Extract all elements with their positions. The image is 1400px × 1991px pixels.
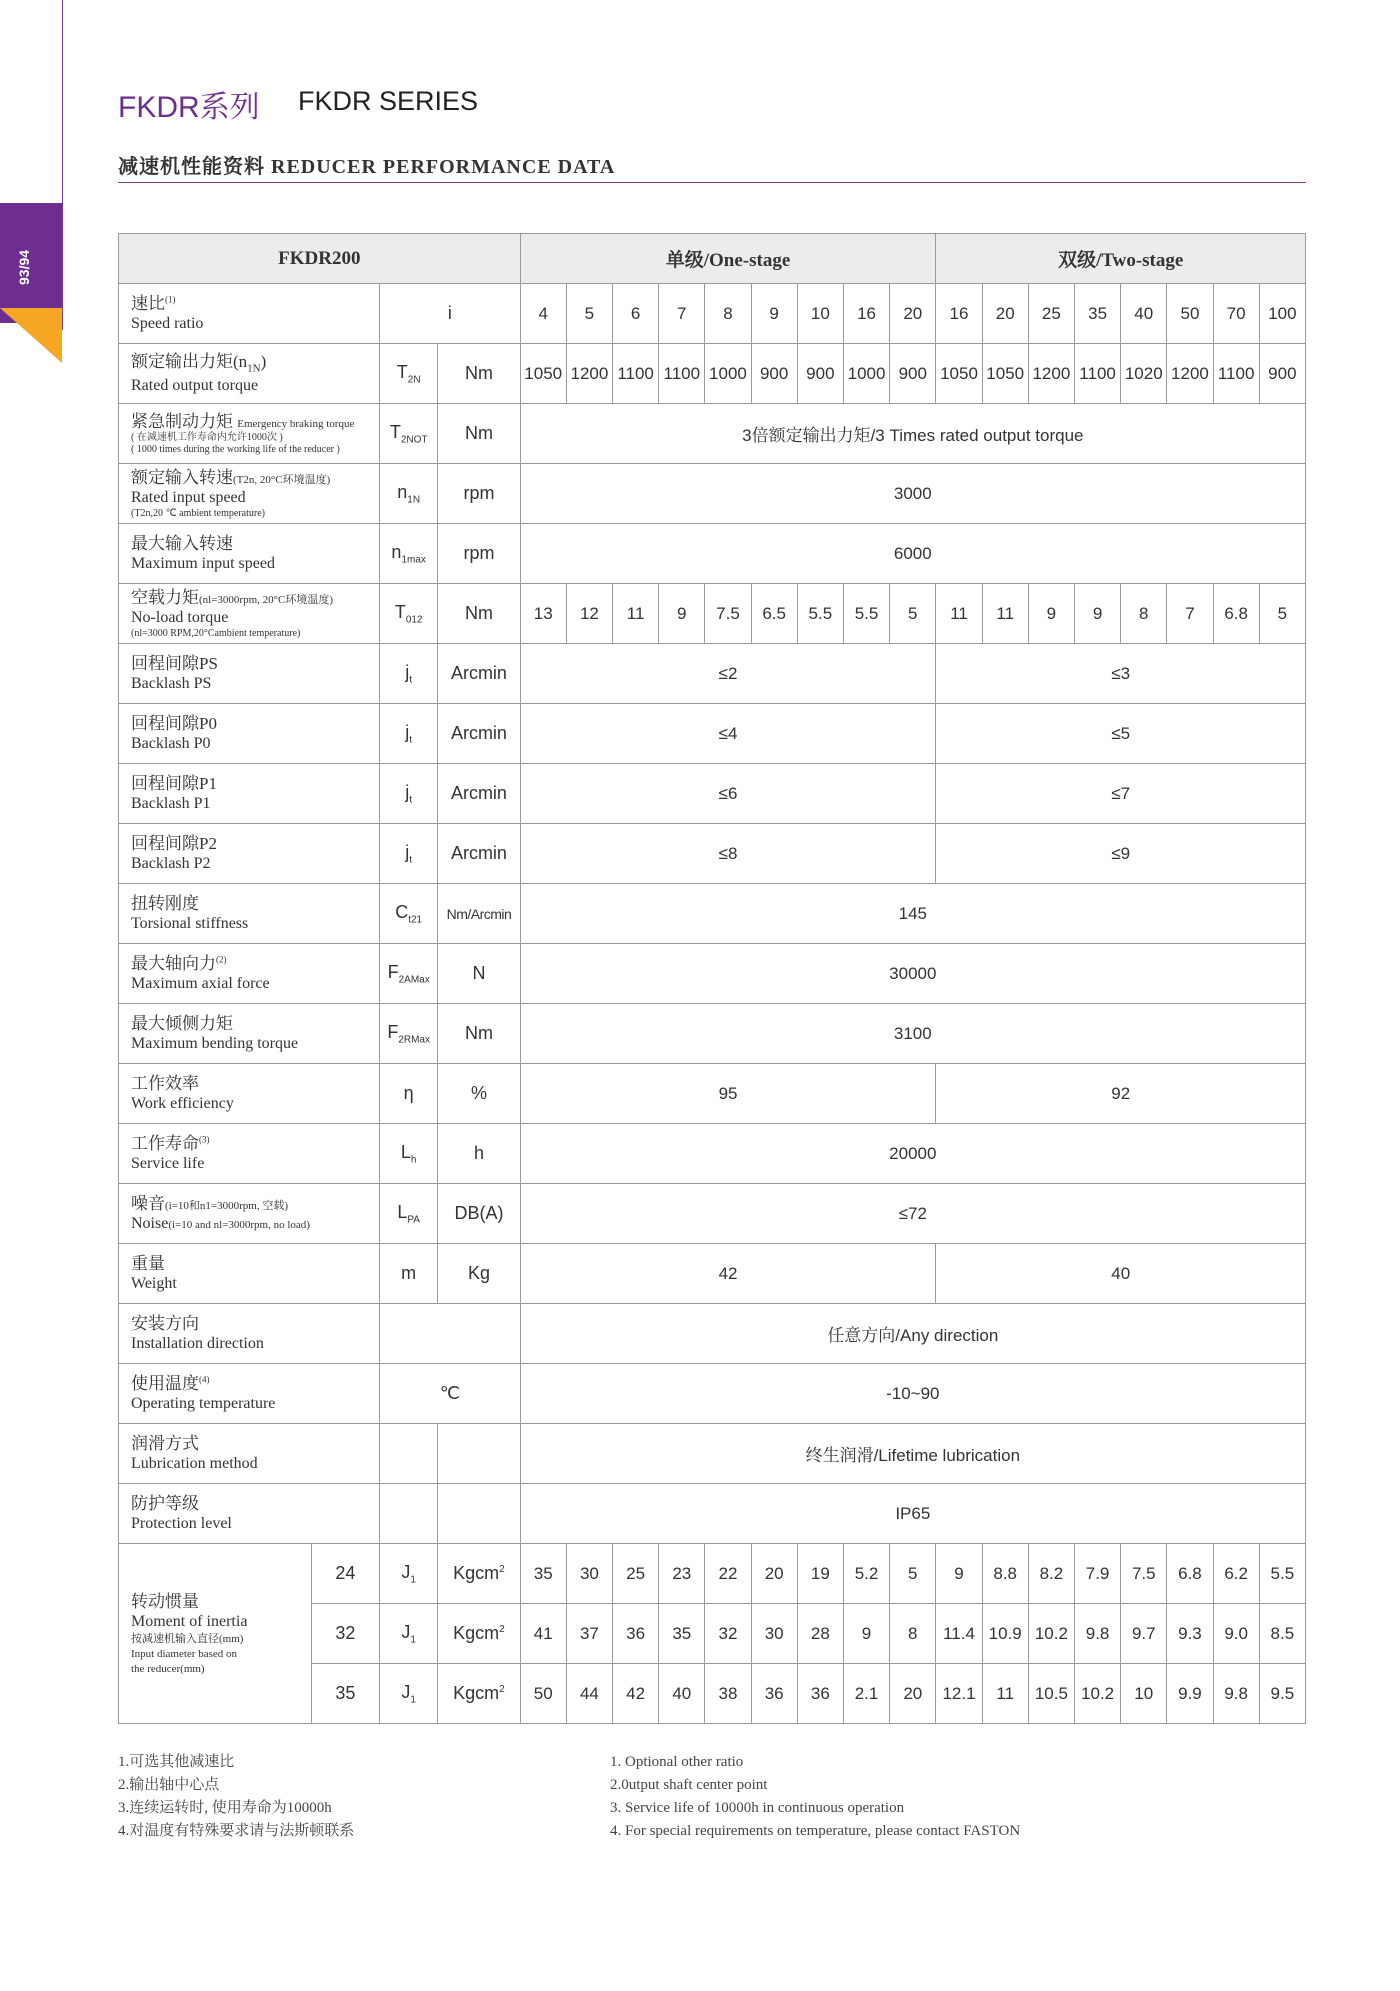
value-cell: 7.9	[1074, 1544, 1120, 1604]
symbol: $T_{2NOT}$	[380, 404, 438, 464]
empty-cell	[380, 1484, 438, 1544]
value-cell: 7	[1167, 584, 1213, 644]
value-cell: 6.8	[1167, 1544, 1213, 1604]
value-cell: 20	[890, 284, 936, 344]
value-cell: 36	[797, 1664, 843, 1724]
footnote: 2.0utput shaft center point	[610, 1777, 768, 1793]
value-cell: 1100	[659, 344, 705, 404]
series-title-en: FKDR SERIES	[298, 86, 479, 116]
row-label: 润滑方式 Lubrication method	[119, 1424, 380, 1484]
unit: Arcmin	[438, 704, 520, 764]
input-diameter: 32	[311, 1604, 379, 1664]
table-row	[119, 1424, 1306, 1484]
unit: N	[438, 944, 520, 1004]
span-value: 终生润滑/Lifetime lubrication	[520, 1424, 1305, 1484]
value-cell: 9	[751, 284, 797, 344]
value-cell: 5.5	[843, 584, 889, 644]
value-cell: 19	[797, 1544, 843, 1604]
table-row	[119, 344, 1306, 404]
empty-cell	[380, 1304, 521, 1364]
unit: DB(A)	[438, 1184, 520, 1244]
symbol: $j_t$	[380, 824, 438, 884]
series-title-cn: FKDR系列	[118, 91, 260, 124]
table-row	[119, 1124, 1306, 1184]
table-row	[119, 1364, 1306, 1424]
value-cell: 6.2	[1213, 1544, 1259, 1604]
table-row	[119, 1544, 1306, 1604]
symbol: $T_{2N}$	[380, 344, 438, 404]
empty-cell	[438, 1484, 520, 1544]
inertia-label: 转动惯量 Moment of inertia 按减速机输入直径(mm) Input diameter based on the reducer(mm)	[119, 1544, 312, 1724]
value-cell: 9.5	[1259, 1664, 1305, 1724]
value-cell: 5.5	[797, 584, 843, 644]
page-number: 93/94	[16, 249, 32, 285]
table-row	[119, 884, 1306, 944]
symbol: $n_{1N}$	[380, 464, 438, 524]
table-row	[119, 944, 1306, 1004]
value-cell: 6.5	[751, 584, 797, 644]
symbol: $C_{t21}$	[380, 884, 438, 944]
value-cell: 40	[659, 1664, 705, 1724]
value-cell: 50	[520, 1664, 566, 1724]
value-cell: 36	[751, 1664, 797, 1724]
two-stage-value: ≤3	[936, 644, 1306, 704]
symbol: i	[380, 284, 521, 344]
value-cell: 7	[659, 284, 705, 344]
value-cell: 20	[982, 284, 1028, 344]
value-cell: 5	[1259, 584, 1305, 644]
value-cell: 9.7	[1121, 1604, 1167, 1664]
table-row	[119, 824, 1306, 884]
performance-table	[118, 233, 1306, 1724]
value-cell: 1100	[613, 344, 659, 404]
row-label: 工作寿命$^{(3)}$ Service life	[119, 1124, 380, 1184]
value-cell: 9.8	[1213, 1664, 1259, 1724]
value-cell: 38	[705, 1664, 751, 1724]
value-cell: 900	[1259, 344, 1305, 404]
span-value: IP65	[520, 1484, 1305, 1544]
span-value: 3100	[520, 1004, 1305, 1064]
value-cell: 8.2	[1028, 1544, 1074, 1604]
value-cell: 25	[1028, 284, 1074, 344]
table-row	[119, 584, 1306, 644]
value-cell: 9.3	[1167, 1604, 1213, 1664]
one-stage-value: ≤2	[520, 644, 936, 704]
value-cell: 5.5	[1259, 1544, 1305, 1604]
footnote: 4. For special requirements on temperature, please contact FASTON	[610, 1823, 1021, 1839]
symbol: $L_{PA}$	[380, 1184, 438, 1244]
one-stage-value: ≤4	[520, 704, 936, 764]
table-row	[119, 1064, 1306, 1124]
empty-cell	[438, 1424, 520, 1484]
unit: Kg	[438, 1244, 520, 1304]
two-stage-value: ≤7	[936, 764, 1306, 824]
unit: rpm	[438, 524, 520, 584]
unit: Kgcm$^2$	[438, 1604, 520, 1664]
symbol: $j_t$	[380, 644, 438, 704]
value-cell: 36	[613, 1604, 659, 1664]
two-stage-header: 双级/Two-stage	[936, 234, 1306, 284]
one-stage-value: 95	[520, 1064, 936, 1124]
value-cell: 12.1	[936, 1664, 982, 1724]
value-cell: 9	[1074, 584, 1120, 644]
value-cell: 9	[1028, 584, 1074, 644]
value-cell: 12	[566, 584, 612, 644]
value-cell: 8	[1121, 584, 1167, 644]
value-cell: 900	[751, 344, 797, 404]
value-cell: 9.9	[1167, 1664, 1213, 1724]
value-cell: 10.9	[982, 1604, 1028, 1664]
row-label: 噪音(i=10和n1=3000rpm, 空载) Noise(i=10 and nl=3000rpm, no load)	[119, 1184, 380, 1244]
row-label: 回程间隙P1 Backlash P1	[119, 764, 380, 824]
table-header-row	[119, 234, 1306, 284]
value-cell: 9	[936, 1544, 982, 1604]
unit: Nm	[438, 404, 520, 464]
unit: Arcmin	[438, 644, 520, 704]
input-diameter: 35	[311, 1664, 379, 1724]
unit: Kgcm$^2$	[438, 1664, 520, 1724]
table-row	[119, 464, 1306, 524]
span-value: 3000	[520, 464, 1305, 524]
table-row	[119, 704, 1306, 764]
value-cell: 28	[797, 1604, 843, 1664]
symbol: $T_{012}$	[380, 584, 438, 644]
unit: Nm/Arcmin	[438, 884, 520, 944]
value-cell: 11	[613, 584, 659, 644]
row-label: 回程间隙PS Backlash PS	[119, 644, 380, 704]
symbol: $L_h$	[380, 1124, 438, 1184]
span-value: 30000	[520, 944, 1305, 1004]
value-cell: 70	[1213, 284, 1259, 344]
table-row	[119, 284, 1306, 344]
value-cell: 11	[982, 584, 1028, 644]
symbol: $F_{2RMax}$	[380, 1004, 438, 1064]
span-value: 145	[520, 884, 1305, 944]
two-stage-value: ≤5	[936, 704, 1306, 764]
unit: Arcmin	[438, 764, 520, 824]
value-cell: 8	[705, 284, 751, 344]
value-cell: 35	[1074, 284, 1120, 344]
value-cell: 30	[751, 1604, 797, 1664]
unit: Arcmin	[438, 824, 520, 884]
unit: Nm	[438, 1004, 520, 1064]
value-cell: 1050	[936, 344, 982, 404]
footnotes-cn	[118, 1751, 354, 1843]
unit: h	[438, 1124, 520, 1184]
value-cell: 25	[613, 1544, 659, 1604]
unit: Kgcm$^2$	[438, 1544, 520, 1604]
value-cell: 30	[566, 1544, 612, 1604]
value-cell: 16	[843, 284, 889, 344]
row-label: 扭转刚度 Torsional stiffness	[119, 884, 380, 944]
value-cell: 1000	[843, 344, 889, 404]
footnotes-en	[610, 1751, 1020, 1843]
value-cell: 8.8	[982, 1544, 1028, 1604]
value-cell: 50	[1167, 284, 1213, 344]
value-cell: 5	[890, 584, 936, 644]
unit: rpm	[438, 464, 520, 524]
value-cell: 9.0	[1213, 1604, 1259, 1664]
table-row	[119, 644, 1306, 704]
table-row	[119, 1244, 1306, 1304]
row-label: 工作效率 Work efficiency	[119, 1064, 380, 1124]
row-label: 防护等级 Protection level	[119, 1484, 380, 1544]
value-cell: 11	[936, 584, 982, 644]
span-value: ≤72	[520, 1184, 1305, 1244]
table-row	[119, 764, 1306, 824]
value-cell: 44	[566, 1664, 612, 1724]
table-row	[119, 1184, 1306, 1244]
value-cell: 2.1	[843, 1664, 889, 1724]
symbol: $j_t$	[380, 764, 438, 824]
table-row	[119, 1004, 1306, 1064]
footnote: 2.输出轴中心点	[118, 1777, 220, 1793]
row-label: 最大倾侧力矩 Maximum bending torque	[119, 1004, 380, 1064]
two-stage-value: 40	[936, 1244, 1306, 1304]
value-cell: 4	[520, 284, 566, 344]
input-diameter: 24	[311, 1544, 379, 1604]
value-cell: 5	[890, 1544, 936, 1604]
one-stage-value: ≤8	[520, 824, 936, 884]
two-stage-value: ≤9	[936, 824, 1306, 884]
value-cell: 5	[566, 284, 612, 344]
value-cell: 10	[1121, 1664, 1167, 1724]
value-cell: 20	[751, 1544, 797, 1604]
margin-line	[62, 0, 63, 330]
row-label: 最大轴向力$^{(2)}$ Maximum axial force	[119, 944, 380, 1004]
unit: Nm	[438, 344, 520, 404]
value-cell: 9	[843, 1604, 889, 1664]
row-label: 最大输入转速 Maximum input speed	[119, 524, 380, 584]
value-cell: 42	[613, 1664, 659, 1724]
symbol: $n_{1max}$	[380, 524, 438, 584]
footnote: 3.连续运转时, 使用寿命为10000h	[118, 1800, 332, 1816]
row-label: 速比$^{(1)}$ Speed ratio	[119, 284, 380, 344]
value-cell: 22	[705, 1544, 751, 1604]
value-cell: 900	[890, 344, 936, 404]
value-cell: 10.2	[1028, 1604, 1074, 1664]
value-cell: 35	[520, 1544, 566, 1604]
row-label: 回程间隙P0 Backlash P0	[119, 704, 380, 764]
value-cell: 23	[659, 1544, 705, 1604]
row-label: 安装方向 Installation direction	[119, 1304, 380, 1364]
value-cell: 11	[982, 1664, 1028, 1724]
unit: Nm	[438, 584, 520, 644]
unit: ℃	[380, 1364, 521, 1424]
value-cell: 16	[936, 284, 982, 344]
unit: %	[438, 1064, 520, 1124]
two-stage-value: 92	[936, 1064, 1306, 1124]
value-cell: 10.5	[1028, 1664, 1074, 1724]
value-cell: 40	[1121, 284, 1167, 344]
row-label: 空载力矩(nl=3000rpm, 20°C环境温度) No-load torque (nl=3000 RPM,20°Cambient temperature)	[119, 584, 380, 644]
model-header: FKDR200	[119, 234, 521, 284]
footnote: 1. Optional other ratio	[610, 1754, 744, 1770]
symbol: $J_1$	[380, 1544, 438, 1604]
table-row	[119, 1304, 1306, 1364]
table-row	[119, 524, 1306, 584]
span-value: 3倍额定输出力矩/3 Times rated output torque	[520, 404, 1305, 464]
empty-cell	[380, 1424, 438, 1484]
value-cell: 9.8	[1074, 1604, 1120, 1664]
value-cell: 1200	[1028, 344, 1074, 404]
value-cell: 41	[520, 1604, 566, 1664]
value-cell: 6.8	[1213, 584, 1259, 644]
value-cell: 1100	[1074, 344, 1120, 404]
value-cell: 1200	[1167, 344, 1213, 404]
footnote: 1.可选其他减速比	[118, 1754, 235, 1770]
row-label: 额定输出力矩$(n_{1N})$ Rated output torque	[119, 344, 380, 404]
one-stage-header: 单级/One-stage	[520, 234, 936, 284]
value-cell: 13	[520, 584, 566, 644]
symbol: $J_1$	[380, 1664, 438, 1724]
span-value: 20000	[520, 1124, 1305, 1184]
table-row	[119, 404, 1306, 464]
value-cell: 20	[890, 1664, 936, 1724]
value-cell: 1200	[566, 344, 612, 404]
symbol: m	[380, 1244, 438, 1304]
value-cell: 9	[659, 584, 705, 644]
section-divider	[118, 182, 1306, 183]
value-cell: 1000	[705, 344, 751, 404]
value-cell: 1050	[982, 344, 1028, 404]
value-cell: 8	[890, 1604, 936, 1664]
symbol: $J_1$	[380, 1604, 438, 1664]
value-cell: 1100	[1213, 344, 1259, 404]
value-cell: 7.5	[705, 584, 751, 644]
row-label: 紧急制动力矩 Emergency braking torque ( 在减速机工作寿命内允许1000次 ) ( 1000 times during the working life of the reducer )	[119, 404, 380, 464]
footnote: 4.对温度有特殊要求请与法斯顿联系	[118, 1823, 355, 1839]
value-cell: 5.2	[843, 1544, 889, 1604]
value-cell: 37	[566, 1604, 612, 1664]
value-cell: 900	[797, 344, 843, 404]
row-label: 回程间隙P2 Backlash P2	[119, 824, 380, 884]
one-stage-value: 42	[520, 1244, 936, 1304]
span-value: 6000	[520, 524, 1305, 584]
row-label: 额定输入转速(T2n, 20°C环境温度) Rated input speed (T2n,20 ℃ ambient temperature)	[119, 464, 380, 524]
value-cell: 7.5	[1121, 1544, 1167, 1604]
symbol: $F_{2AMax}$	[380, 944, 438, 1004]
value-cell: 32	[705, 1604, 751, 1664]
row-label: 重量 Weight	[119, 1244, 380, 1304]
value-cell: 8.5	[1259, 1604, 1305, 1664]
value-cell: 10	[797, 284, 843, 344]
value-cell: 35	[659, 1604, 705, 1664]
table-row	[119, 1484, 1306, 1544]
footnote: 3. Service life of 10000h in continuous operation	[610, 1800, 905, 1816]
span-value: 任意方向/Any direction	[520, 1304, 1305, 1364]
value-cell: 1020	[1121, 344, 1167, 404]
value-cell: 1050	[520, 344, 566, 404]
value-cell: 100	[1259, 284, 1305, 344]
value-cell: 11.4	[936, 1604, 982, 1664]
one-stage-value: ≤6	[520, 764, 936, 824]
row-label: 使用温度$^{(4)}$ Operating temperature	[119, 1364, 380, 1424]
value-cell: 6	[613, 284, 659, 344]
symbol: η	[380, 1064, 438, 1124]
span-value: -10~90	[520, 1364, 1305, 1424]
value-cell: 10.2	[1074, 1664, 1120, 1724]
symbol: $j_t$	[380, 704, 438, 764]
section-title: 减速机性能资料 REDUCER PERFORMANCE DATA	[118, 156, 616, 178]
